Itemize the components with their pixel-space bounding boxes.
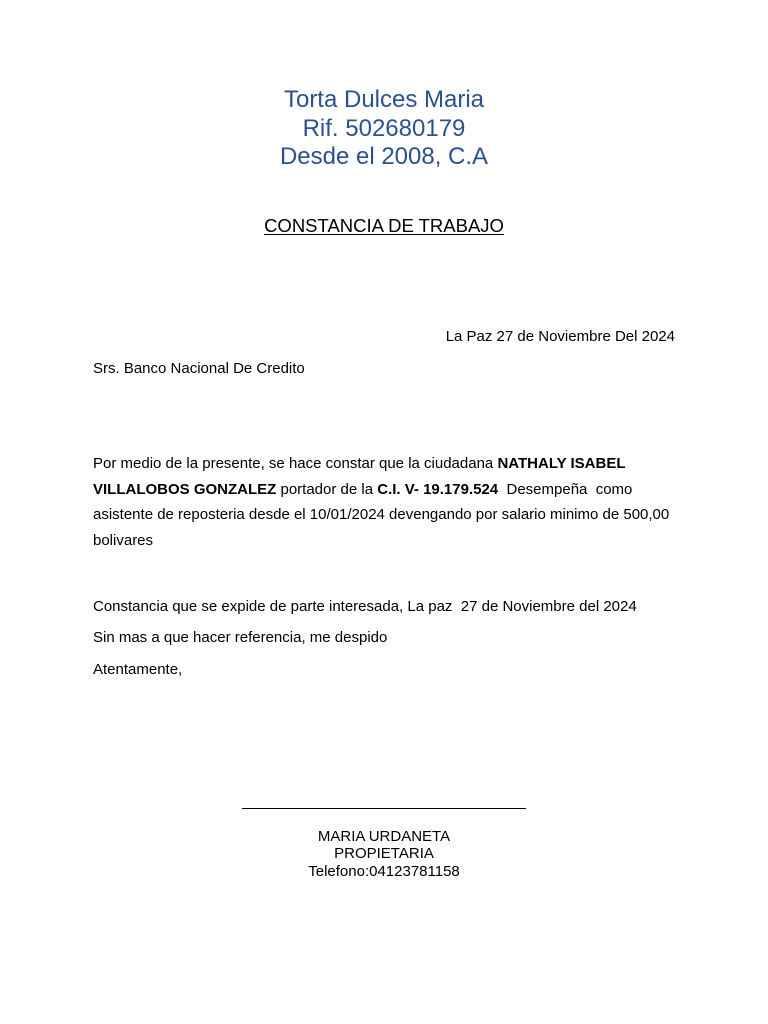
closing-line: Atentamente, (93, 661, 183, 678)
company-rif: Rif. 502680179 (302, 114, 466, 142)
date-line: La Paz 27 de Noviembre Del 2024 (445, 328, 675, 345)
body-rest: Desempeña como asistente de reposteria desde el 10/01/2024 devengando por salario minimo de 500,00 bolivares (93, 480, 674, 549)
constancia-line: Constancia que se expide de parte interesada, La paz 27 de Noviembre del 2024 (93, 598, 637, 615)
body-portador: portador de la (276, 480, 378, 498)
body-paragraph (93, 451, 678, 553)
company-name: Torta Dulces Maria (283, 86, 485, 113)
signature-line (242, 808, 526, 809)
signer-phone: Telefono:04123781158 (308, 862, 460, 880)
employee-name: NATHALY ISABEL VILLALOBOS GONZALEZ (93, 455, 626, 498)
farewell-line: Sin mas a que hacer referencia, me despido (93, 629, 388, 646)
recipient: Srs. Banco Nacional De Credito (93, 360, 305, 377)
signer-role: PROPIETARIA (334, 845, 434, 863)
body-intro: Por medio de la presente, se hace constar que la ciudadana (93, 455, 498, 472)
signer-name: MARIA URDANETA (317, 828, 451, 845)
company-header (0, 86, 768, 172)
signature-block (0, 828, 768, 880)
company-since: Desde el 2008, C.A (279, 143, 489, 170)
document-title: CONSTANCIA DE TRABAJO (264, 215, 504, 236)
id-number: C.I. V- 19.179.524 (377, 480, 499, 498)
